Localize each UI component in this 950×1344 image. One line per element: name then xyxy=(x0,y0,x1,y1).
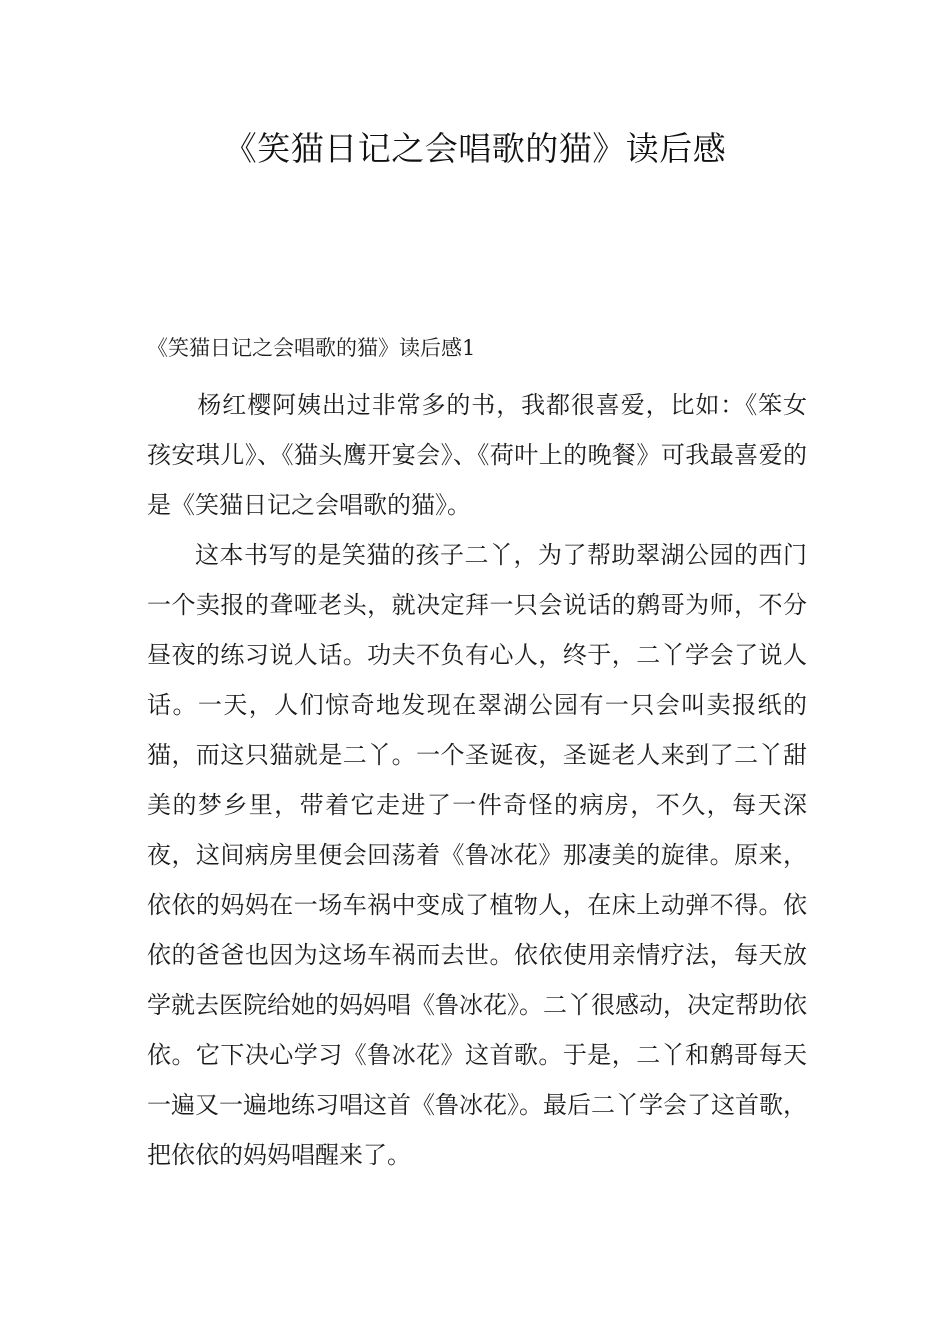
paragraph-1: 杨红樱阿姨出过非常多的书，我都很喜爱，比如：《笨女孩安琪儿》、《猫头鹰开宴会》、《荷叶上的晚餐》可我最喜爱的是《笑猫日记之会唱歌的猫》。 xyxy=(147,391,807,519)
document-body xyxy=(147,380,807,1180)
paragraph-2: 这本书写的是笑猫的孩子二丫，为了帮助翠湖公园的西门一个卖报的聋哑老头，就决定拜一只会说话的鹩哥为师，不分昼夜的练习说人话。功夫不负有心人，终于，二丫学会了说人话。一天，人们惊奇地发现在翠湖公园有一只会叫卖报纸的猫，而这只猫就是二丫。一个圣诞夜，圣诞老人来到了二丫甜美的梦乡里，带着它走进了一件奇怪的病房，不久，每天深夜，这间病房里便会回荡着《鲁冰花》那凄美的旋律。原来，依依的妈妈在一场车祸中变成了植物人，在床上动弹不得。依依的爸爸也因为这场车祸而去世。依依使用亲情疗法，每天放学就去医院给她的妈妈唱《鲁冰花》。二丫很感动，决定帮助依依。它下决心学习《鲁冰花》这首歌。于是，二丫和鹩哥每天一遍又一遍地练习唱这首《鲁冰花》。最后二丫学会了这首歌，把依依的妈妈唱醒来了。 xyxy=(147,541,807,1169)
document-title: 《笑猫日记之会唱歌的猫》读后感 xyxy=(223,129,727,168)
section-heading: 《笑猫日记之会唱歌的猫》读后感1 xyxy=(147,336,476,360)
